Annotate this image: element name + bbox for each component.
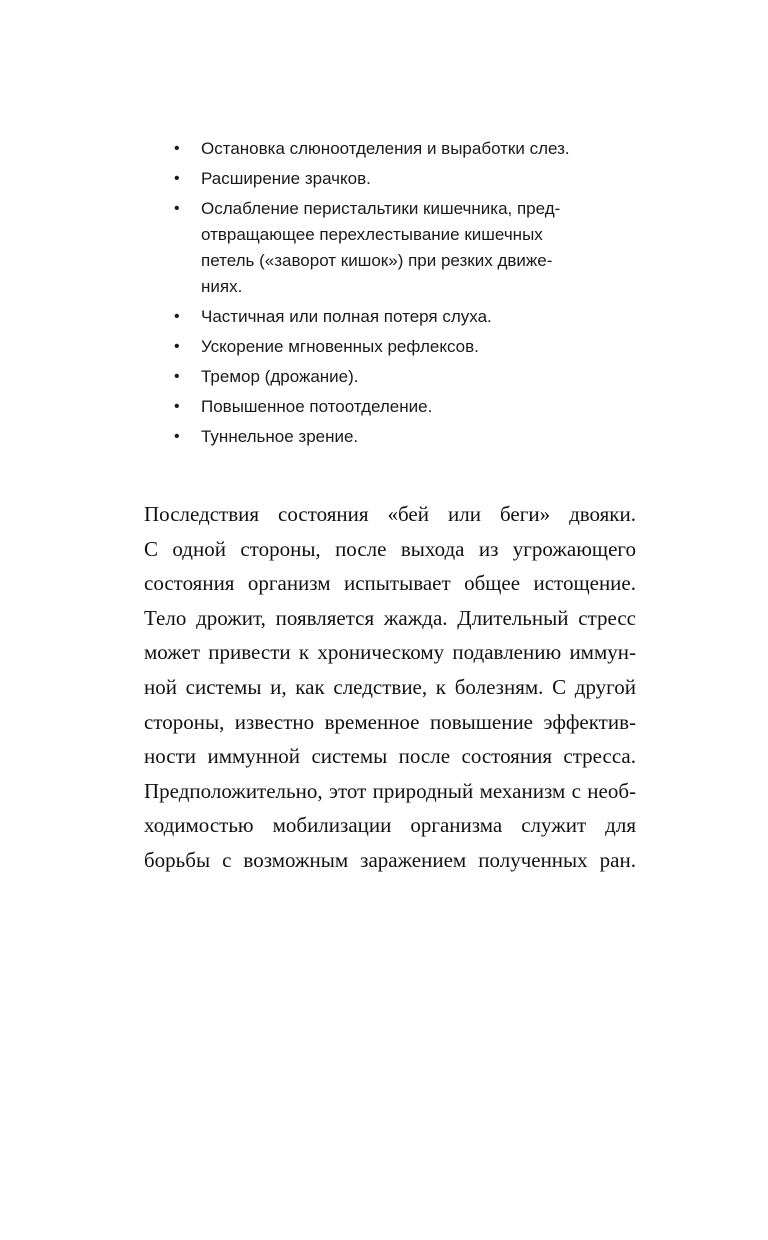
bullet-icon: • xyxy=(174,170,180,187)
bullet-icon: • xyxy=(174,140,180,157)
paragraph-line: состояния организм испытывает общее истощение. xyxy=(144,571,636,596)
paragraph-line: ной системы и, как следствие, к болезням. С другой xyxy=(144,674,636,699)
list-item-text: Повышенное потоотделение. xyxy=(201,397,433,416)
paragraph-line: Предположительно, этот природный механизм с необ- xyxy=(144,778,636,803)
list-item xyxy=(172,334,612,360)
paragraph-line: ности иммунной системы после состояния стресса. xyxy=(144,744,636,769)
list-item xyxy=(172,136,612,162)
list-item-text: Ослабление перистальтики кишечника, пред- xyxy=(201,199,561,218)
bullet-icon: • xyxy=(174,200,180,217)
bullet-icon: • xyxy=(174,428,180,445)
list-item-text: Ускорение мгновенных рефлексов. xyxy=(201,337,479,356)
list-item xyxy=(172,394,612,420)
paragraph-line: С одной стороны, после выхода из угрожающего xyxy=(144,536,636,561)
symptom-bullet-list xyxy=(172,136,612,454)
list-item-text: Расширение зрачков. xyxy=(201,169,371,188)
paragraph-line: Тело дрожит, появляется жажда. Длительный стресс xyxy=(144,605,636,630)
body-paragraph xyxy=(144,497,636,878)
list-item-text: Остановка слюноотделения и выработки слез. xyxy=(201,139,570,158)
bullet-icon: • xyxy=(174,368,180,385)
paragraph-line: борьбы с возможным заражением полученных ран. xyxy=(144,847,636,872)
paragraph-line: ходимостью мобилизации организма служит для xyxy=(144,813,636,838)
list-item-text: Туннельное зрение. xyxy=(201,427,359,446)
list-item-text: ниях. xyxy=(201,277,243,296)
list-item-text: петель («заворот кишок») при резких движе- xyxy=(201,251,553,270)
bullet-icon: • xyxy=(174,398,180,415)
list-item xyxy=(172,304,612,330)
bullet-icon: • xyxy=(174,338,180,355)
list-item xyxy=(172,166,612,192)
list-item xyxy=(172,196,612,300)
list-item-text: Тремор (дрожание). xyxy=(201,367,359,386)
paragraph-line: может привести к хроническому подавлению иммун- xyxy=(144,640,636,665)
list-item-text: Частичная или полная потеря слуха. xyxy=(201,307,492,326)
list-item xyxy=(172,424,612,450)
list-item-text: отвращающее перехлестывание кишечных xyxy=(201,225,543,244)
paragraph-line: стороны, известно временное повышение эффектив- xyxy=(144,709,636,734)
list-item xyxy=(172,364,612,390)
bullet-icon: • xyxy=(174,308,180,325)
paragraph-line: Последствия состояния «бей или беги» двояки. xyxy=(144,502,636,526)
